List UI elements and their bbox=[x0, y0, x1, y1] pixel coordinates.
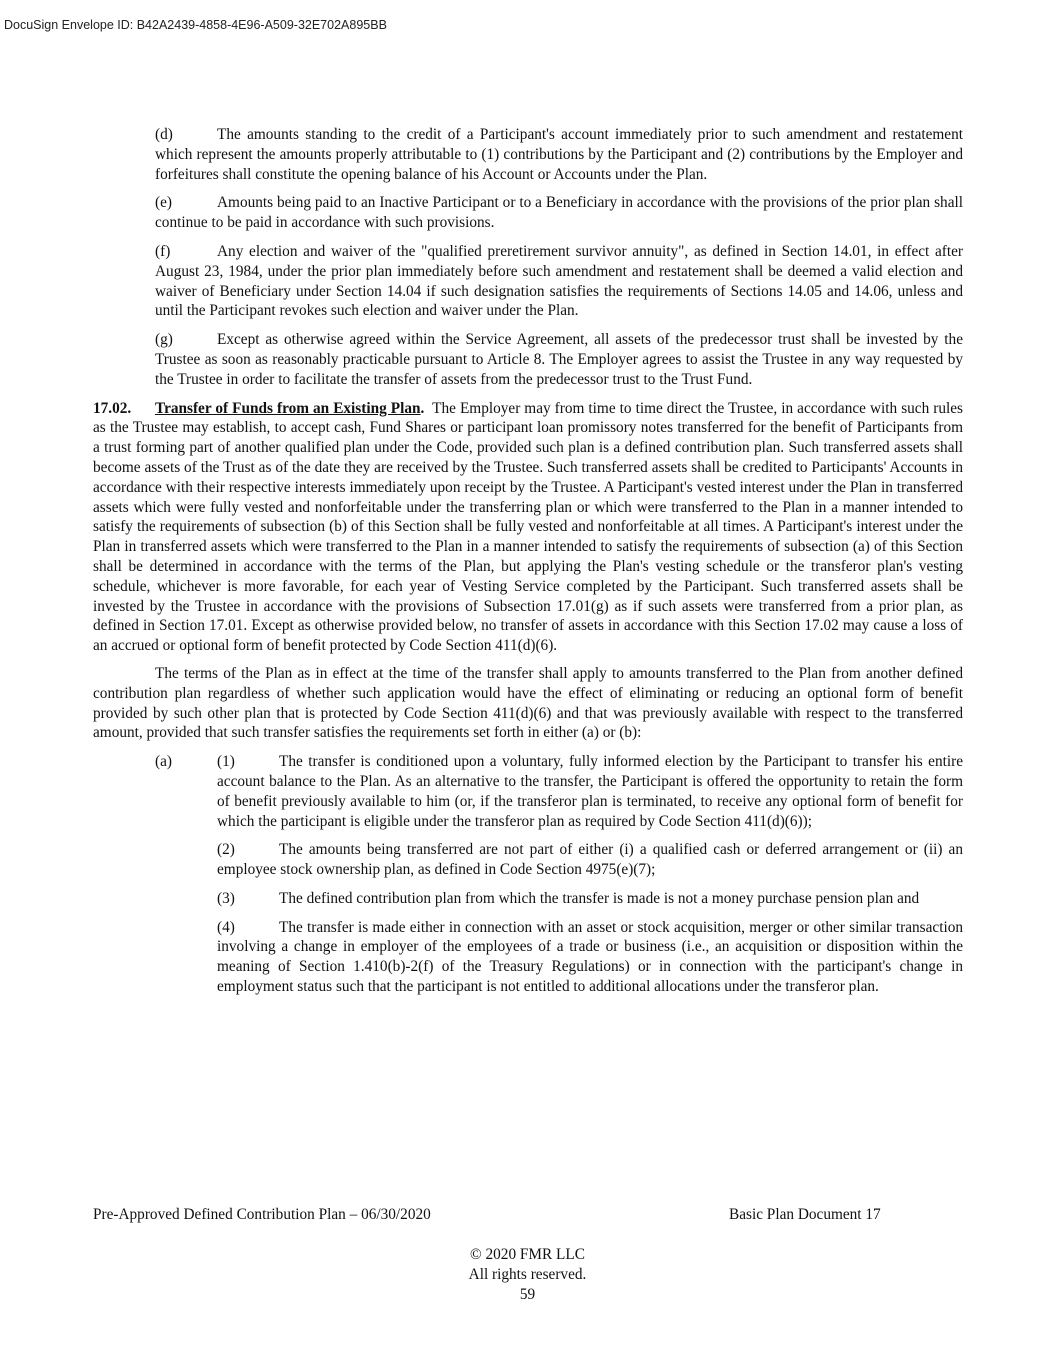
subsection-a-item-4 bbox=[217, 918, 963, 997]
section-title-period: . bbox=[420, 399, 425, 417]
subsection-label: (e) bbox=[155, 194, 172, 212]
footer-plan-title: Pre-Approved Defined Contribution Plan – 06/30/2020 bbox=[93, 1206, 431, 1223]
subsection-label: (g) bbox=[155, 331, 173, 349]
subsection-text: Amounts being paid to an Inactive Participant or to a Beneficiary in accordance with the provisions of the prior plan shall continue to be paid in accordance with such provisions. bbox=[155, 194, 963, 232]
subsection-text: The amounts standing to the credit of a Participant's account immediately prior to such amendment and restatement which represent the amounts properly attributable to (1) contributions by the Participant and (2) contributions by the Employer and forfeitures shall constitute the opening balance of his Account or Accounts under the Plan. bbox=[155, 126, 963, 183]
item-label: (4) bbox=[217, 918, 235, 936]
section-number: 17.02. bbox=[93, 399, 132, 417]
subsection-a-item-1 bbox=[155, 752, 963, 831]
item-text: The amounts being transferred are not part of either (i) a qualified cash or deferred arrangement or (ii) an employee stock ownership plan, as defined in Code Section 4975(e)(7); bbox=[217, 841, 963, 879]
item-text: The transfer is conditioned upon a voluntary, fully informed election by the Participant to transfer his entire account balance to the Plan. As an alternative to the transfer, the Participant is offered the opportunity to retain the form of benefit previously available to him (or, if the transferor plan is terminated, to receive any optional form of benefit for which the participant is eligible under the transferor plan as required by Code Section 411(d)(6)); bbox=[217, 753, 963, 830]
section-title: Transfer of Funds from an Existing Plan bbox=[155, 399, 421, 417]
copyright-text: © 2020 FMR LLC bbox=[470, 1246, 585, 1263]
item-label: (2) bbox=[217, 841, 235, 859]
footer-copyright-block bbox=[0, 1245, 1055, 1304]
item-label: (1) bbox=[217, 753, 235, 771]
subsection-a-item-2 bbox=[217, 840, 963, 880]
section-17-02 bbox=[93, 399, 963, 656]
subsection-f bbox=[155, 242, 963, 321]
subsection-text: Any election and waiver of the "qualified preretirement survivor annuity", as defined in Section 14.01, in effect after August 23, 1984, under the prior plan immediately before such amendment and restatement shall be deemed a valid election and waiver of Beneficiary under Section 14.04 if such designation satisfies the requirements of Sections 14.05 and 14.06, unless and until the Participant revokes such election and waiver under the Plan. bbox=[155, 242, 963, 320]
subsection-label: (f) bbox=[155, 242, 171, 260]
item-text: The transfer is made either in connection with an asset or stock acquisition, merger or other similar transaction involving a change in employer of the employees of a trade or business (i.e., an acquisition or disposition within the meaning of Section 1.410(b)-2(f) of the Treasury Regulations) or in connection with the participant's change in employment status such that the participant is not entitled to additional allocations under the transferor plan. bbox=[217, 918, 963, 996]
item-label: (3) bbox=[217, 889, 235, 907]
subsection-text: Except as otherwise agreed within the Service Agreement, all assets of the predecessor trust shall be invested by the Trustee as soon as reasonably practicable pursuant to Article 8. The Employer agrees to assist the Trustee in any way requested by the Trustee in order to facilitate the transfer of assets from the predecessor trust to the Trust Fund. bbox=[155, 331, 963, 388]
page-number: 59 bbox=[519, 1285, 536, 1303]
section-text: The Employer may from time to time direct the Trustee, in accordance with such rules as the Trustee may establish, to accept cash, Fund Shares or participant loan promissory notes transferred for the benefit of Participants from a trust forming part of another qualified plan under the Code, provided such plan is a defined contribution plan. Such transferred assets shall become assets of the Trust as of the date they are received by the Trustee. Such transferred assets shall be credited to Participants' Accounts in accordance with their respective interests immediately upon receipt by the Trustee. A Participant's vested interest under the Plan in transferred assets which were fully vested and nonforfeitable under the transferring plan or which were transferred to the Plan in a manner intended to satisfy the requirements of subsection (b) of this Section shall be fully vested and nonforfeitable at all times. A Participant's interest under the Plan in transferred assets which were transferred to the Plan in a manner intended to satisfy the requirements of subsection (a) of this Section shall be determined in accordance with the terms of the Plan, but applying the Plan's vesting schedule or the transferor plan's vesting schedule, whichever is more favorable, for each year of Vesting Service completed by the Participant. Such transferred assets shall be invested by the Trustee in accordance with the provisions of Subsection 17.01(g) as if such assets were transferred from a prior plan, as defined in Section 17.01. Except as otherwise provided below, no transfer of assets in accordance with this Section 17.02 may cause a loss of an accrued or optional form of benefit protected by Code Section 411(d)(6). bbox=[93, 399, 963, 655]
subsection-d bbox=[155, 125, 963, 184]
subsection-e bbox=[155, 193, 963, 233]
document-body bbox=[93, 125, 963, 1006]
footer-document-name: Basic Plan Document 17 bbox=[729, 1206, 881, 1223]
subsection-a-label: (a) bbox=[155, 753, 172, 771]
item-text: The defined contribution plan from which the transfer is made is not a money purchase pension plan and bbox=[279, 889, 920, 907]
docusign-envelope-id: DocuSign Envelope ID: B42A2439-4858-4E96-A509-32E702A895BB bbox=[4, 18, 387, 32]
transfer-terms-paragraph: The terms of the Plan as in effect at the time of the transfer shall apply to amounts transferred to the Plan from another defined contribution plan regardless of whether such application would have the effect of eliminating or reducing an optional form of benefit provided by such other plan that is protected by Code Section 411(d)(6) and that was previously available with respect to the transferred amount, provided that such transfer satisfies the requirements set forth in either (a) or (b): bbox=[93, 664, 963, 742]
subsection-label: (d) bbox=[155, 126, 173, 143]
subsection-g bbox=[155, 330, 963, 389]
subsection-a-item-3 bbox=[217, 889, 963, 909]
rights-reserved-text: All rights reserved. bbox=[468, 1265, 587, 1283]
